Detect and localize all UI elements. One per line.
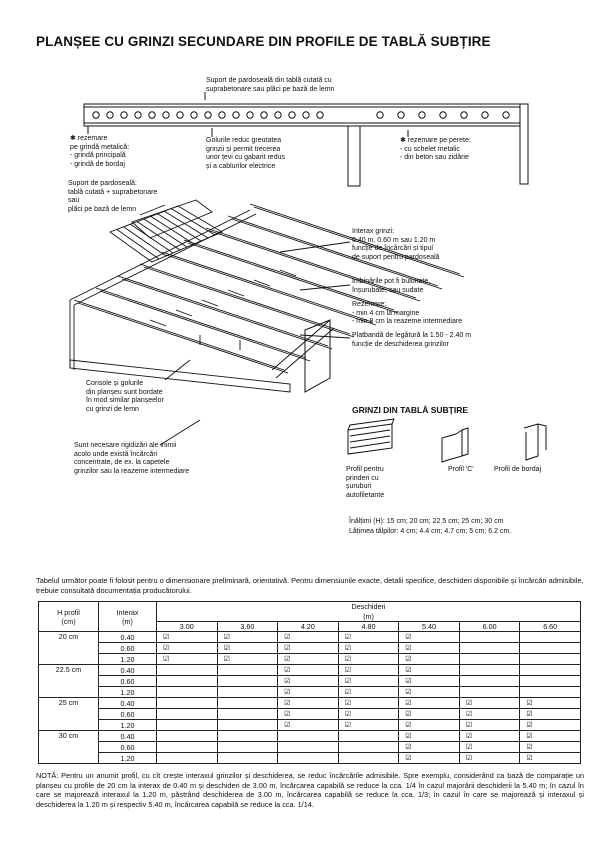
- table-row: [39, 676, 581, 687]
- callout-bearing: [352, 301, 462, 327]
- empty-cell: [157, 753, 218, 764]
- empty-cell: [338, 731, 399, 742]
- span-header-cell: 4.80: [338, 621, 399, 631]
- empty-cell: [459, 632, 520, 643]
- text-line: funcție de deschiderea grinzilor: [352, 340, 449, 348]
- empty-cell: [459, 665, 520, 676]
- header-deschideri: Deschideri: [157, 602, 581, 612]
- check-icon: ☑: [344, 656, 351, 664]
- check-icon: ☑: [405, 722, 412, 730]
- empty-cell: [520, 654, 581, 665]
- check-icon: ☑: [526, 744, 533, 752]
- interax-cell: 0.60: [99, 709, 157, 720]
- h-profil-cell: 20 cm: [39, 632, 99, 665]
- check-mark-cell: [217, 632, 278, 643]
- empty-cell: [157, 698, 218, 709]
- callout-left-support: [70, 135, 129, 169]
- check-mark-cell: [278, 654, 339, 665]
- empty-cell: [459, 654, 520, 665]
- span-header-cell: 3.00: [157, 621, 218, 631]
- check-mark-cell: [338, 654, 399, 665]
- check-mark-cell: [399, 698, 460, 709]
- check-mark-cell: [459, 698, 520, 709]
- empty-cell: [217, 753, 278, 764]
- empty-cell: [217, 731, 278, 742]
- span-header-cell: 3.60: [217, 621, 278, 631]
- check-icon: ☑: [465, 755, 473, 763]
- empty-cell: [157, 742, 218, 753]
- h-profil-cell: 30 cm: [39, 731, 99, 764]
- table-row: [39, 687, 581, 698]
- check-icon: ☑: [284, 722, 291, 730]
- check-icon: ☑: [344, 678, 351, 686]
- callout-stiffeners: [74, 442, 189, 476]
- check-icon: ☑: [526, 711, 533, 719]
- check-mark-cell: [520, 753, 581, 764]
- check-icon: ☑: [526, 700, 533, 708]
- check-mark-cell: [217, 643, 278, 654]
- check-mark-cell: [459, 720, 520, 731]
- table-row: [39, 731, 581, 742]
- empty-cell: [217, 676, 278, 687]
- empty-cell: [459, 643, 520, 654]
- text-line: Console și golurile: [86, 380, 144, 387]
- check-icon: ☑: [465, 722, 473, 730]
- empty-cell: [278, 742, 339, 753]
- check-mark-cell: [157, 654, 218, 665]
- check-mark-cell: [278, 720, 339, 731]
- check-mark-cell: [338, 709, 399, 720]
- check-mark-cell: [399, 643, 460, 654]
- text-line: - min 8 cm la reazeme intermediare: [352, 318, 463, 326]
- table-header-row: [39, 602, 581, 612]
- table-row: [39, 720, 581, 731]
- empty-cell: [278, 731, 339, 742]
- table-row: [39, 643, 581, 654]
- check-icon: ☑: [284, 656, 291, 664]
- callout-joints: [352, 278, 430, 295]
- check-mark-cell: [338, 665, 399, 676]
- text-line: Golurile reduc greutatea: [206, 137, 282, 144]
- check-mark-cell: [278, 632, 339, 643]
- empty-cell: [278, 753, 339, 764]
- check-icon: ☑: [344, 700, 351, 708]
- h-profil-cell: 25 cm: [39, 698, 99, 731]
- empty-cell: [520, 676, 581, 687]
- empty-cell: [157, 676, 218, 687]
- check-icon: ☑: [344, 711, 351, 719]
- empty-cell: [520, 632, 581, 643]
- text-line: (m): [122, 616, 133, 626]
- interax-cell: 0.40: [99, 731, 157, 742]
- table-row: [39, 753, 581, 764]
- text-line: de suport pentru pardoseală: [352, 253, 440, 261]
- check-mark-cell: [278, 665, 339, 676]
- check-mark-cell: [278, 698, 339, 709]
- check-mark-cell: [399, 665, 460, 676]
- header-h-profil: [39, 602, 99, 632]
- check-icon: ☑: [405, 689, 412, 697]
- label-profile-bordaj: Profil de bordaj: [494, 466, 542, 473]
- check-mark-cell: [520, 698, 581, 709]
- empty-cell: [520, 643, 581, 654]
- interax-cell: 0.40: [99, 665, 157, 676]
- span-table: [38, 601, 581, 764]
- header-interax: [99, 602, 157, 632]
- empty-cell: [338, 753, 399, 764]
- check-mark-cell: [278, 676, 339, 687]
- text-line: în mod similar planșeelor: [86, 397, 164, 405]
- check-mark-cell: [278, 687, 339, 698]
- text-line: din planșeu sunt bordate: [86, 388, 163, 396]
- check-mark-cell: [338, 676, 399, 687]
- callout-floor-support-top: [206, 77, 334, 94]
- empty-cell: [217, 665, 278, 676]
- text-line: șuruburi: [346, 483, 372, 491]
- check-mark-cell: [278, 709, 339, 720]
- text-line: acolo unde există încărcări: [74, 450, 158, 458]
- text-line: Suport de pardoseală:: [68, 180, 137, 187]
- text-line: prinderi cu: [346, 474, 379, 482]
- text-line: Suport de pardoseală din tablă cutată cu: [206, 77, 332, 84]
- check-icon: ☑: [405, 634, 412, 642]
- check-mark-cell: [459, 742, 520, 753]
- text-line: Sunt necesare rigidizări ale inimii: [74, 442, 177, 449]
- table-row: [39, 709, 581, 720]
- check-icon: ☑: [163, 645, 170, 653]
- check-mark-cell: [399, 720, 460, 731]
- label-profile-c: Profil 'C': [448, 466, 474, 473]
- text-line: - cu schelet metalic: [400, 145, 460, 153]
- check-icon: ☑: [284, 678, 291, 686]
- check-mark-cell: [399, 676, 460, 687]
- text-line: H profil: [57, 607, 80, 617]
- span-header-cell: 5.40: [399, 621, 460, 631]
- interax-cell: 1.20: [99, 687, 157, 698]
- check-mark-cell: [520, 720, 581, 731]
- check-mark-cell: [399, 731, 460, 742]
- check-mark-cell: [338, 643, 399, 654]
- check-icon: ☑: [405, 711, 412, 719]
- interax-cell: 0.60: [99, 742, 157, 753]
- empty-cell: [217, 720, 278, 731]
- text-line: pe grindă metalică:: [70, 143, 130, 151]
- text-line: ✱ rezemare pe perete:: [400, 137, 471, 144]
- check-icon: ☑: [344, 634, 351, 642]
- profile-heights: Înălțimi (H): 15 cm; 20 cm; 22.5 cm; 25 cm; 30 cm: [349, 518, 504, 525]
- h-profil-cell: 22.5 cm: [39, 665, 99, 698]
- text-line: înșurubate, sau sudate: [352, 286, 424, 294]
- empty-cell: [217, 742, 278, 753]
- table-row: [39, 654, 581, 665]
- table-row: [39, 742, 581, 753]
- empty-cell: [157, 665, 218, 676]
- text-line: Rezemare:: [352, 301, 387, 308]
- text-line: (cm): [61, 616, 76, 626]
- table-row: [39, 665, 581, 676]
- interax-cell: 0.60: [99, 643, 157, 654]
- table-row: [39, 698, 581, 709]
- check-mark-cell: [399, 687, 460, 698]
- empty-cell: [338, 742, 399, 753]
- text-line: Interax: [116, 607, 139, 617]
- interax-cell: 0.60: [99, 676, 157, 687]
- check-icon: ☑: [284, 700, 291, 708]
- callout-holes: [206, 137, 285, 171]
- text-line: cu grinzi de lemn: [86, 405, 139, 413]
- check-icon: ☑: [465, 744, 473, 752]
- callout-strap: [352, 332, 471, 349]
- check-mark-cell: [459, 753, 520, 764]
- callout-wall-support: [400, 137, 471, 163]
- check-mark-cell: [338, 720, 399, 731]
- table-intro: Tabelul următor poate fi folosit pentru o dimensionare preliminară, orientativă. Pentru dimensiunile exacte, detalii specifice, deschideri disponibile și încărcări admisibile, trebuie consultată documentația producătorului.: [36, 576, 584, 595]
- interax-cell: 0.40: [99, 632, 157, 643]
- check-mark-cell: [520, 731, 581, 742]
- text-line: ✱ rezemare: [70, 135, 108, 142]
- text-line: Platbandă de legătură la 1.50 - 2.40 m: [352, 332, 472, 339]
- check-mark-cell: [399, 632, 460, 643]
- empty-cell: [217, 687, 278, 698]
- check-icon: ☑: [526, 733, 533, 741]
- text-line: autofiletante: [346, 491, 385, 499]
- check-icon: ☑: [405, 700, 412, 708]
- check-mark-cell: [278, 643, 339, 654]
- check-icon: ☑: [223, 656, 230, 664]
- check-mark-cell: [520, 709, 581, 720]
- interax-cell: 1.20: [99, 720, 157, 731]
- check-icon: ☑: [344, 722, 351, 730]
- check-icon: ☑: [405, 678, 412, 686]
- text-line: sau: [68, 197, 80, 205]
- text-line: tablă cutată + suprabetonare: [68, 188, 158, 196]
- check-icon: ☑: [405, 645, 412, 653]
- check-icon: ☑: [284, 711, 291, 719]
- text-line: unor țevi cu gabarit redus: [206, 154, 285, 162]
- text-line: Interax grinzi:: [352, 228, 395, 235]
- callout-interax: [352, 228, 440, 262]
- text-line: concentrate, de ex. la capetele: [74, 459, 170, 467]
- text-line: și a cablurilor electrice: [206, 162, 276, 170]
- text-line: suprabetonare sau plăci pe bază de lemn: [206, 85, 335, 93]
- span-header-cell: 6.60: [520, 621, 581, 631]
- check-icon: ☑: [163, 634, 170, 642]
- check-icon: ☑: [526, 722, 533, 730]
- label-profile-screw: [346, 466, 384, 500]
- text-line: - grindă principală: [70, 152, 126, 160]
- check-icon: ☑: [284, 689, 291, 697]
- check-mark-cell: [157, 632, 218, 643]
- check-icon: ☑: [405, 755, 412, 763]
- check-icon: ☑: [284, 645, 291, 653]
- check-icon: ☑: [405, 656, 412, 664]
- check-icon: ☑: [284, 667, 291, 675]
- check-mark-cell: [399, 753, 460, 764]
- check-icon: ☑: [405, 667, 412, 675]
- span-header-cell: 4.20: [278, 621, 339, 631]
- check-mark-cell: [338, 687, 399, 698]
- check-icon: ☑: [284, 634, 291, 642]
- empty-cell: [157, 709, 218, 720]
- empty-cell: [157, 720, 218, 731]
- check-mark-cell: [399, 742, 460, 753]
- interax-cell: 1.20: [99, 654, 157, 665]
- check-mark-cell: [157, 643, 218, 654]
- callout-floor-support: [68, 180, 157, 214]
- text-line: grinzilor sau la reazeme intermediare: [74, 467, 190, 475]
- check-icon: ☑: [465, 700, 473, 708]
- callout-consoles: [86, 380, 164, 414]
- check-mark-cell: [399, 709, 460, 720]
- check-mark-cell: [399, 654, 460, 665]
- check-icon: ☑: [223, 645, 230, 653]
- header-deschideri-unit: (m): [157, 611, 581, 621]
- text-line: Îmbinările pot fi bulonate,: [352, 278, 431, 285]
- check-mark-cell: [338, 698, 399, 709]
- page-title: PLANȘEE CU GRINZI SECUNDARE DIN PROFILE DE TABLĂ SUBȚIRE: [36, 34, 491, 49]
- check-mark-cell: [459, 709, 520, 720]
- table-row: [39, 632, 581, 643]
- check-icon: ☑: [526, 755, 533, 763]
- text-line: grinzii și permit trecerea: [206, 145, 281, 153]
- text-line: - din beton sau zidărie: [400, 154, 469, 162]
- check-icon: ☑: [223, 634, 230, 642]
- span-header-cell: 6.00: [459, 621, 520, 631]
- text-line: 0.40 m, 0.60 m sau 1.20 m: [352, 236, 436, 244]
- check-icon: ☑: [344, 689, 351, 697]
- check-icon: ☑: [405, 733, 412, 741]
- interax-cell: 0.40: [99, 698, 157, 709]
- empty-cell: [520, 665, 581, 676]
- check-icon: ☑: [163, 656, 170, 664]
- footnote: NOTĂ: Pentru un anumit profil, cu cît crește interaxul grinzilor și deschiderea, se reduc încărcările admisibile. Spre exemplu, considerând ca bază de comparație un planșeu cu profile de 20 cm la interax de 0.40 m și deschideri de 3.00 m, încărcarea capabilă se reduce la cca. 1/4 în cazul majorării deschiderii la 5.40 m; în cazul în care se majorează interaxul la 1.20 m, păstrând deschiderea de 3.00 m, încărcarea capabilă se reduce la cca. 1/3; în cazul în care se majorează și interaxul și deschiderea la 1.20 m și respectiv 5.40 m, încărcarea capabilă se reduce la cca. 1/14.: [36, 771, 584, 809]
- check-icon: ☑: [344, 645, 351, 653]
- empty-cell: [217, 709, 278, 720]
- empty-cell: [520, 687, 581, 698]
- text-line: Profil pentru: [346, 466, 384, 473]
- empty-cell: [459, 687, 520, 698]
- empty-cell: [157, 731, 218, 742]
- text-line: funcție de încărcări și tipul: [352, 245, 433, 253]
- empty-cell: [459, 676, 520, 687]
- text-line: - grindă de bordaj: [70, 160, 125, 168]
- check-mark-cell: [338, 632, 399, 643]
- text-line: plăci pe bază de lemn: [68, 205, 137, 213]
- empty-cell: [217, 698, 278, 709]
- profiles-heading: GRINZI DIN TABLĂ SUBȚIRE: [352, 405, 469, 415]
- profile-flange-widths: Lățimea tălpilor: 4 cm; 4.4 cm; 4.7 cm; 5 cm; 6.2 cm.: [349, 528, 512, 535]
- interax-cell: 1.20: [99, 753, 157, 764]
- empty-cell: [157, 687, 218, 698]
- check-mark-cell: [520, 742, 581, 753]
- check-mark-cell: [217, 654, 278, 665]
- text-line: - min 4 cm la margine: [352, 309, 420, 317]
- profile-sketches: [348, 419, 546, 462]
- check-icon: ☑: [465, 733, 473, 741]
- check-mark-cell: [459, 731, 520, 742]
- check-icon: ☑: [405, 744, 412, 752]
- check-icon: ☑: [465, 711, 473, 719]
- check-icon: ☑: [344, 667, 351, 675]
